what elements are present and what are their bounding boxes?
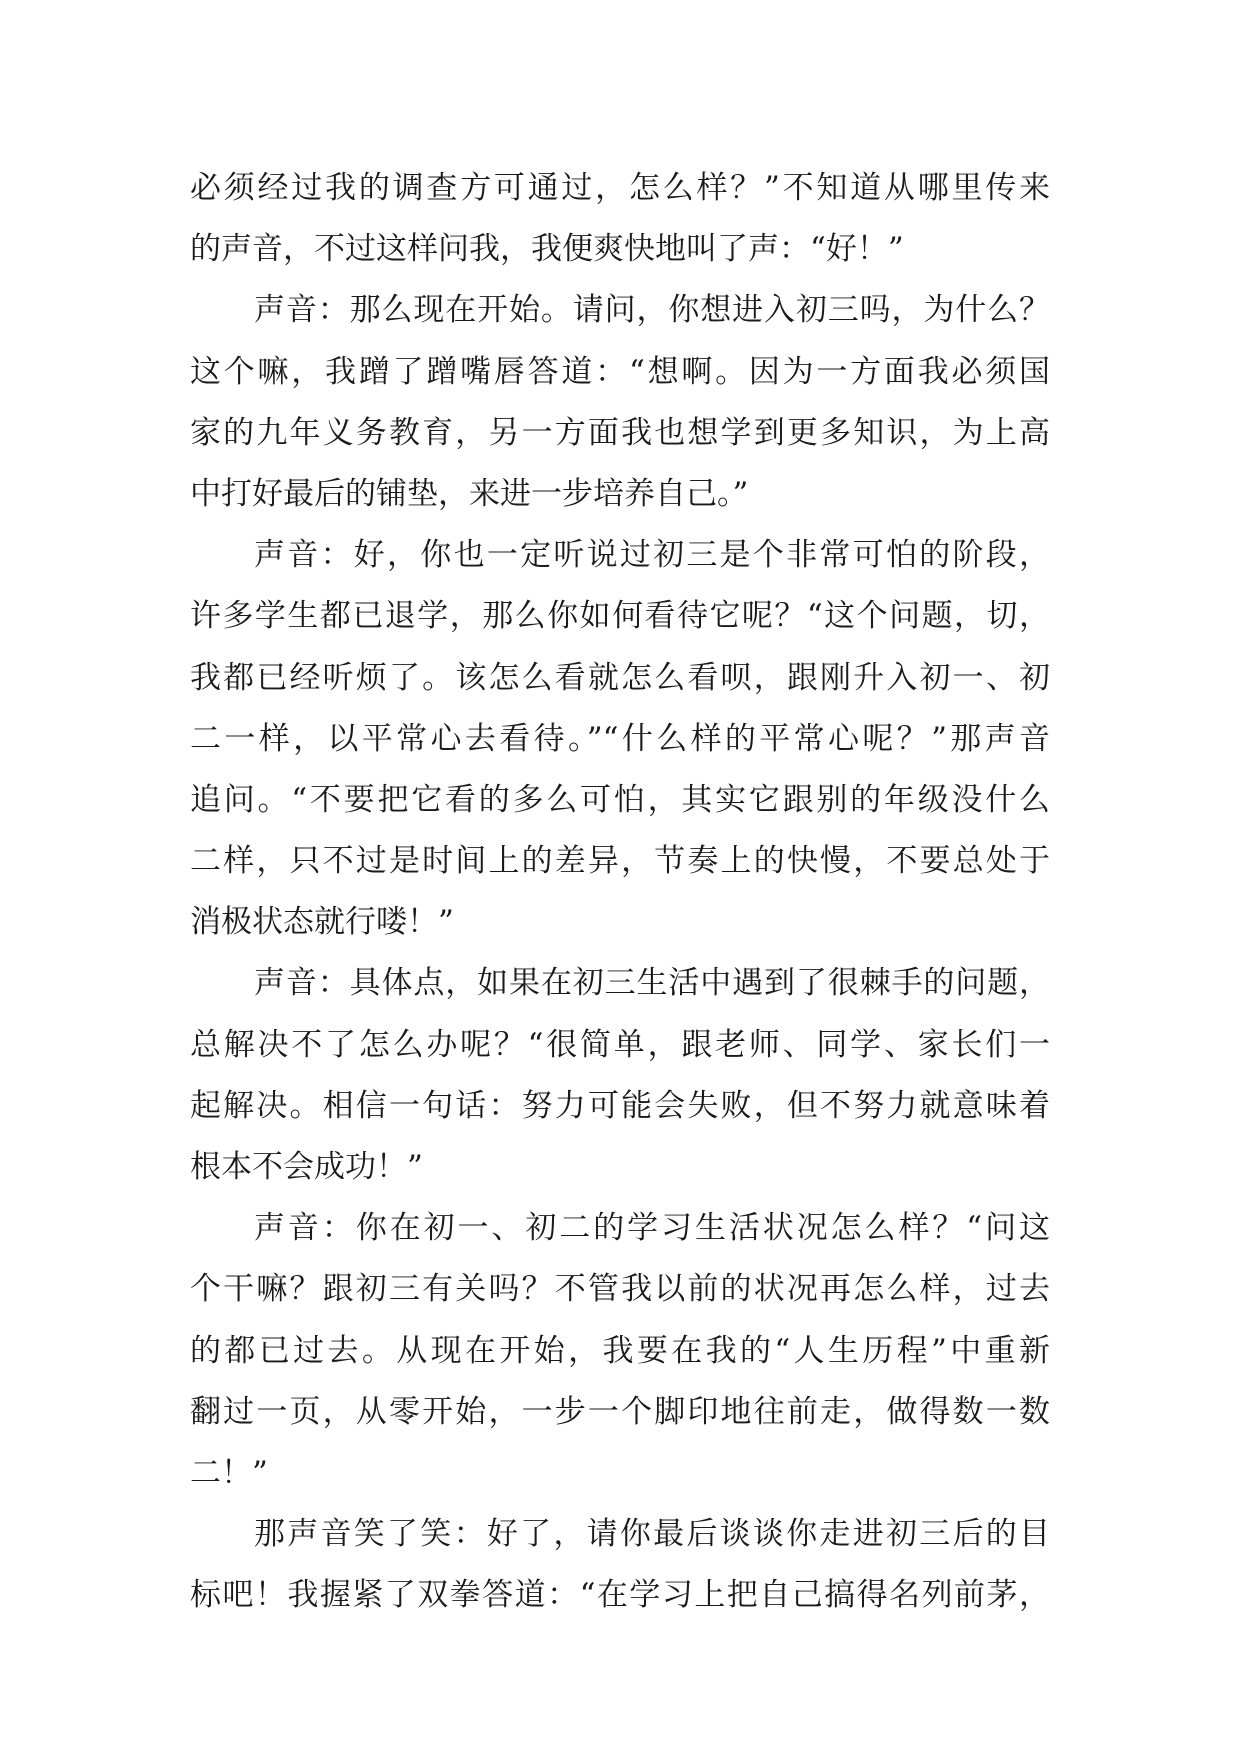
text-line: 的声音，不过这样问我，我便爽快地叫了声：“好！” [190, 231, 904, 268]
text-line: 总解决不了怎么办呢？“很简单，跟老师、同学、家长们一 [190, 1026, 1050, 1063]
text-line: 个干嘛？跟初三有关吗？不管我以前的状况再怎么样，过去 [190, 1271, 1050, 1308]
text-line: 那声音笑了笑：好了，请你最后谈谈你走进初三后的目 [254, 1516, 1050, 1553]
text-line: 声音：具体点，如果在初三生活中遇到了很棘手的问题， [254, 965, 1050, 1002]
text-line: 根本不会成功！” [190, 1149, 423, 1185]
text-line: 起解决。相信一句话：努力可能会失败，但不努力就意味着 [190, 1087, 1050, 1124]
text-line: 二！” [190, 1454, 268, 1491]
text-line: 二样，只不过是时间上的差异，节奏上的快慢，不要总处于 [190, 843, 1050, 880]
text-line: 消极状态就行喽！” [190, 904, 454, 941]
text-line: 中打好最后的铺垫，来进一步培养自己。” [190, 475, 749, 512]
text-line: 追问。“不要把它看的多么可怕，其实它跟别的年级没什么 [190, 781, 1050, 818]
text-line: 翻过一页，从零开始，一步一个脚印地往前走，做得数一数 [190, 1393, 1050, 1430]
body-text [190, 158, 1050, 1627]
text-line: 必须经过我的调查方可通过，怎么样？”不知道从哪里传来 [190, 170, 1050, 206]
text-line: 我都已经听烦了。该怎么看就怎么看呗，跟刚升入初一、初 [190, 659, 1050, 696]
text-line: 声音：那么现在开始。请问，你想进入初三吗，为什么？ [254, 292, 1050, 329]
text-line: 声音：好，你也一定听说过初三是个非常可怕的阶段， [254, 537, 1050, 574]
text-line: 二一样，以平常心去看待。”“什么样的平常心呢？”那声音 [190, 720, 1050, 757]
text-line: 这个嘛，我蹭了蹭嘴唇答道：“想啊。因为一方面我必须国 [190, 353, 1050, 390]
text-line: 声音：你在初一、初二的学习生活状况怎么样？“问这 [254, 1210, 1050, 1247]
text-line: 的都已过去。从现在开始，我要在我的“人生历程”中重新 [190, 1332, 1050, 1369]
text-line: 家的九年义务教育，另一方面我也想学到更多知识，为上高 [190, 414, 1050, 451]
text-line: 标吧！我握紧了双拳答道：“在学习上把自己搞得名列前茅， [190, 1577, 1050, 1614]
text-line: 许多学生都已退学，那么你如何看待它呢？“这个问题，切， [190, 598, 1050, 635]
